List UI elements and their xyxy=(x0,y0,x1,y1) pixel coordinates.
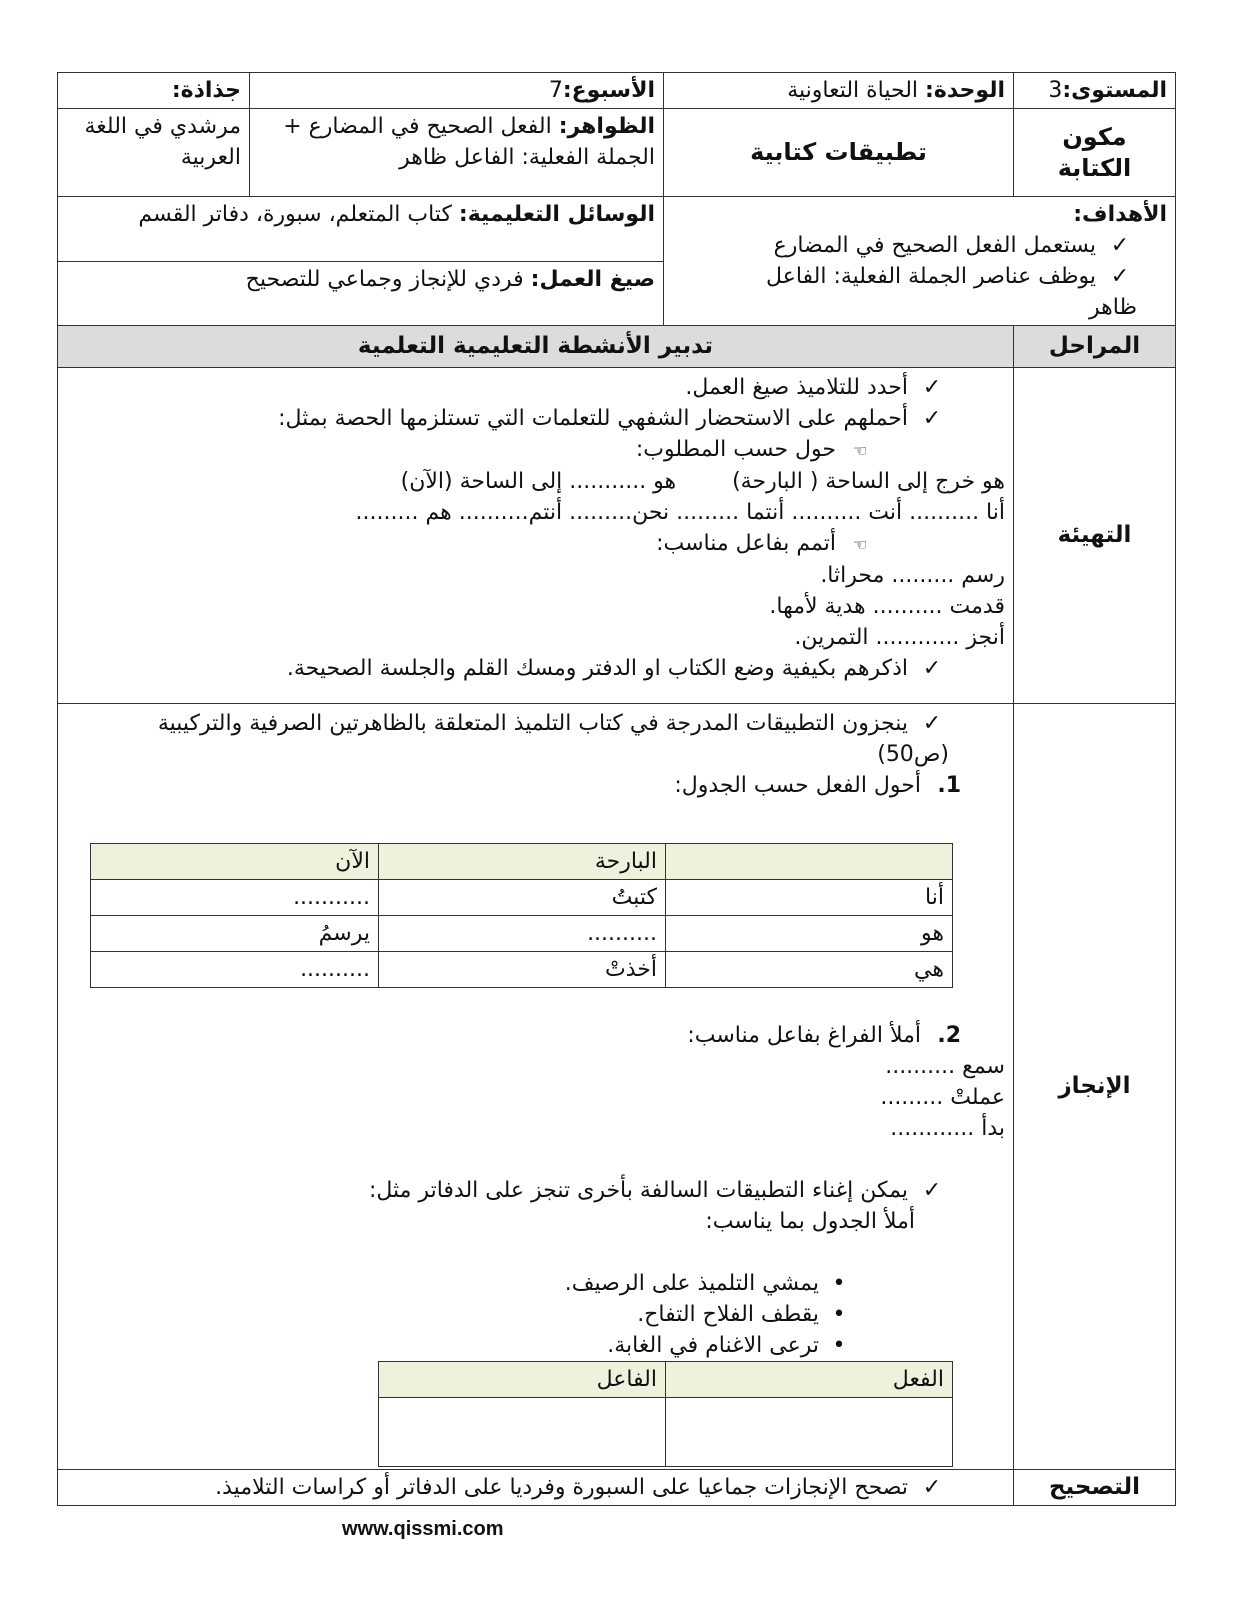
week-label: الأسبوع: xyxy=(562,78,655,103)
means-cell xyxy=(58,197,664,262)
table-cell xyxy=(666,1398,953,1467)
warmup-line xyxy=(66,528,1005,560)
achievement-content xyxy=(58,704,1014,1470)
table-row xyxy=(91,916,953,952)
means-value: كتاب المتعلم، سبورة، دفاتر القسم xyxy=(138,202,452,227)
phenomena-label: الظواهر: xyxy=(558,114,655,139)
table-cell: الفاعل xyxy=(379,1362,666,1398)
pointing-hand-icon: ☜ xyxy=(852,441,868,460)
activity-title: تطبيقات كتابية xyxy=(664,109,1014,197)
bullet-item xyxy=(66,1299,1005,1330)
stages-header: المراحل xyxy=(1014,326,1176,368)
goals-label: الأهداف: xyxy=(1073,202,1167,227)
warmup-line xyxy=(66,403,1005,434)
bullet-icon: • xyxy=(832,1302,846,1327)
work-label: صيغ العمل: xyxy=(530,266,655,292)
achievement-row xyxy=(58,704,1176,1470)
work-cell xyxy=(58,261,664,326)
warmup-line xyxy=(66,653,1005,684)
enrich-subline: أملأ الجدول بما يناسب: xyxy=(705,1209,915,1234)
exercise-number: 1. xyxy=(937,773,961,798)
warmup-line: قدمت .......... هدية لأمها. xyxy=(769,594,1005,619)
goal-item xyxy=(672,230,1167,261)
lesson-table xyxy=(57,72,1176,1506)
line-text: يقطف الفلاح التفاح. xyxy=(637,1302,819,1327)
line-text: أحملهم على الاستحضار الشفهي للتعلمات التي تستلزمها الحصة بمثل: xyxy=(278,406,908,431)
exercise-number: 2. xyxy=(937,1023,961,1048)
check-icon: ✓ xyxy=(922,711,942,736)
line-text: ترعى الاغنام في الغابة. xyxy=(607,1333,819,1358)
enrich-line xyxy=(66,1175,1005,1206)
phenomena-cell xyxy=(250,109,664,197)
line-text: أحول الفعل حسب الجدول: xyxy=(674,773,921,798)
table-row xyxy=(91,952,953,988)
table-row xyxy=(379,1398,953,1467)
goals-cell xyxy=(664,197,1176,326)
line-text: أتمم بفاعل مناسب: xyxy=(656,531,836,556)
check-icon: ✓ xyxy=(922,656,942,681)
bullet-icon: • xyxy=(832,1333,846,1358)
exercise-2-line: عملتْ ......... xyxy=(880,1085,1005,1110)
check-icon: ✓ xyxy=(922,1178,942,1203)
check-icon: ✓ xyxy=(1110,233,1130,258)
warmup-content xyxy=(58,368,1014,704)
verb-subject-table xyxy=(378,1361,953,1467)
means-label: الوسائل التعليمية: xyxy=(458,202,655,227)
correction-row xyxy=(58,1470,1176,1506)
table-cell: الفعل xyxy=(666,1362,953,1398)
table-cell: ........... xyxy=(91,880,379,916)
table-cell: أنا xyxy=(666,880,953,916)
achievement-intro xyxy=(66,708,1005,770)
warmup-line: أنجز ............ التمرين. xyxy=(794,625,1005,650)
work-value: فردي للإنجاز وجماعي للتصحيح xyxy=(245,266,524,292)
correction-label: التصحيح xyxy=(1014,1470,1176,1506)
line-text: أملأ الفراغ بفاعل مناسب: xyxy=(687,1023,921,1048)
table-cell: هو xyxy=(666,916,953,952)
table-cell xyxy=(666,844,953,880)
level-value: 3 xyxy=(1048,78,1063,103)
unit-cell xyxy=(664,73,1014,109)
table-row xyxy=(379,1362,953,1398)
goal-text: يستعمل الفعل الصحيح في المضارع xyxy=(773,233,1096,258)
warmup-line xyxy=(66,372,1005,403)
pointing-hand-icon: ☜ xyxy=(852,535,868,554)
table-cell xyxy=(379,1398,666,1467)
level-cell xyxy=(1014,73,1176,109)
check-icon: ✓ xyxy=(922,375,942,400)
line-text: تصحح الإنجازات جماعيا على السبورة وفرديا على الدفاتر أو كراسات التلاميذ. xyxy=(215,1475,908,1500)
lesson-sheet xyxy=(58,72,1176,1506)
goal-text: يوظف عناصر الجملة الفعلية: الفاعل ظاهر xyxy=(766,264,1137,320)
table-cell: أخذتْ xyxy=(379,952,666,988)
warmup-row xyxy=(58,368,1176,704)
exercise-2-line: سمع .......... xyxy=(885,1054,1005,1079)
table-cell: هي xyxy=(666,952,953,988)
table-cell: الآن xyxy=(91,844,379,880)
line-text: يمكن إغناء التطبيقات السالفة بأخرى تنجز على الدفاتر مثل: xyxy=(368,1178,908,1203)
check-icon: ✓ xyxy=(1110,264,1130,289)
conjugation-table xyxy=(90,843,953,988)
week-value: 7 xyxy=(548,78,563,103)
check-icon: ✓ xyxy=(922,1475,942,1500)
line-text: حول حسب المطلوب: xyxy=(635,437,836,462)
exercise-2-line: بدأ ............ xyxy=(890,1116,1005,1141)
line-text: أحدد للتلاميذ صيغ العمل. xyxy=(685,375,908,400)
line-text: ينجزون التطبيقات المدرجة في كتاب التلميذ المتعلقة بالظاهرتين الصرفية والتركيبية (ص50) xyxy=(157,711,949,767)
footer-site: www.qissmi.com xyxy=(342,1518,504,1540)
table-cell: البارحة xyxy=(379,844,666,880)
warmup-line xyxy=(66,434,1005,466)
table-row xyxy=(91,844,953,880)
unit-value: الحياة التعاونية xyxy=(787,78,919,103)
level-label: المستوى: xyxy=(1062,78,1167,103)
goals-row xyxy=(58,197,1176,262)
phenomena-value: الفعل الصحيح في المضارع + الجملة الفعلية: الفاعل ظاهر xyxy=(283,114,655,170)
exercise-2-title xyxy=(66,1020,1005,1051)
exercise-1-title xyxy=(66,770,1005,801)
activities-header-row xyxy=(58,326,1176,368)
bullet-icon: • xyxy=(832,1271,846,1296)
warmup-label: التهيئة xyxy=(1014,368,1176,704)
bullet-item xyxy=(66,1330,1005,1361)
activities-header: تدبير الأنشطة التعليمية التعلمية xyxy=(58,326,1014,368)
fragment-cell xyxy=(58,73,250,109)
table-cell: .......... xyxy=(379,916,666,952)
table-cell: يرسمُ xyxy=(91,916,379,952)
correction-line xyxy=(66,1472,1005,1503)
table-row xyxy=(91,880,953,916)
warmup-line: هو خرج إلى الساحة ( البارحة) هو ........... إلى الساحة (الآن) xyxy=(400,469,1005,494)
achievement-label: الإنجاز xyxy=(1014,704,1176,1470)
unit-label: الوحدة: xyxy=(925,78,1005,103)
week-cell xyxy=(250,73,664,109)
warmup-line: رسم ......... محراثا. xyxy=(820,563,1005,588)
table-cell: كتبتُ xyxy=(379,880,666,916)
component-row xyxy=(58,109,1176,197)
warmup-line: أنا .......... أنت .......... أنتما ......... نحن......... أنتم.......... هم ......... xyxy=(355,500,1005,525)
line-text: يمشي التلميذ على الرصيف. xyxy=(564,1271,819,1296)
table-cell: .......... xyxy=(91,952,379,988)
header-row xyxy=(58,73,1176,109)
goal-item xyxy=(672,261,1167,323)
reference-cell: مرشدي في اللغة العربية xyxy=(58,109,250,197)
bullet-item xyxy=(66,1268,1005,1299)
component-label: مكون الكتابة xyxy=(1014,109,1176,197)
fragment-label: جذاذة: xyxy=(171,78,241,103)
check-icon: ✓ xyxy=(922,406,942,431)
correction-content xyxy=(58,1470,1014,1506)
line-text: اذكرهم بكيفية وضع الكتاب او الدفتر ومسك القلم والجلسة الصحيحة. xyxy=(286,656,908,681)
